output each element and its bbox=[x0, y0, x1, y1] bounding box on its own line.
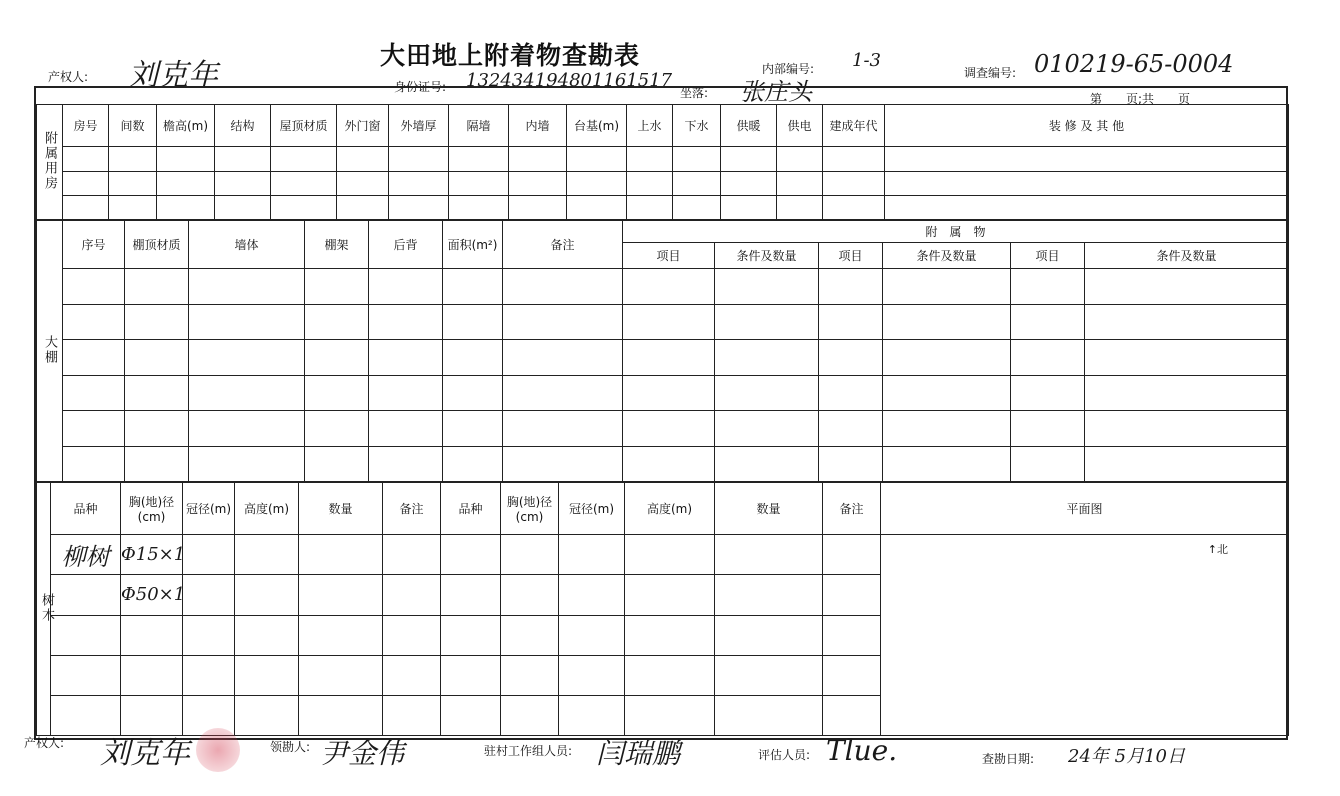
page-label: 第 页;共 页 bbox=[1090, 92, 1191, 106]
annex-header: 结构 bbox=[215, 105, 271, 147]
greenhouse-header: 面积(m²) bbox=[443, 221, 503, 269]
plan-header: 平面图 bbox=[881, 483, 1289, 535]
annex-header: 上水 bbox=[627, 105, 673, 147]
footer-owner-signature: 刘克年 bbox=[100, 736, 190, 771]
trees-header: 胸(地)径(cm) bbox=[121, 483, 183, 535]
trees-section-label: 树木 bbox=[37, 483, 51, 736]
annex-header: 外墙厚 bbox=[389, 105, 449, 147]
greenhouse-header: 棚架 bbox=[305, 221, 369, 269]
attach-header: 项目 bbox=[623, 243, 715, 269]
attach-header: 条件及数量 bbox=[1085, 243, 1289, 269]
survey-date: 24年 5月10日 bbox=[1068, 746, 1185, 767]
attach-header: 项目 bbox=[819, 243, 883, 269]
owner-signature: 刘克年 bbox=[128, 58, 218, 93]
location-value: 张庄头 bbox=[740, 78, 812, 106]
survey-no-value: 010219-65-0004 bbox=[1034, 50, 1234, 78]
annex-table bbox=[36, 104, 1289, 220]
north-indicator: ↑北 bbox=[1207, 543, 1228, 557]
trees-header: 冠径(m) bbox=[559, 483, 625, 535]
assessor-signature: Tlue. bbox=[826, 734, 898, 767]
annex-header: 房号 bbox=[63, 105, 109, 147]
greenhouse-header: 备注 bbox=[503, 221, 623, 269]
annex-header: 台基(m) bbox=[567, 105, 627, 147]
annex-header: 供电 bbox=[777, 105, 823, 147]
greenhouse-header: 棚顶材质 bbox=[125, 221, 189, 269]
annex-header: 建成年代 bbox=[823, 105, 885, 147]
trees-header: 备注 bbox=[823, 483, 881, 535]
id-value: 132434194801161517 bbox=[466, 70, 673, 91]
greenhouse-header: 后背 bbox=[369, 221, 443, 269]
annex-header: 内墙 bbox=[509, 105, 567, 147]
plan-area bbox=[881, 535, 1289, 736]
lead-label: 领勘人: bbox=[270, 740, 311, 754]
annex-header: 隔墙 bbox=[449, 105, 509, 147]
annex-header: 间数 bbox=[109, 105, 157, 147]
annex-header: 供暖 bbox=[721, 105, 777, 147]
greenhouse-header: 序号 bbox=[63, 221, 125, 269]
trees-header: 冠径(m) bbox=[183, 483, 235, 535]
internal-no-value: 1-3 bbox=[852, 50, 881, 71]
trees-header: 数量 bbox=[715, 483, 823, 535]
attachments-title: 附 属 物 bbox=[623, 221, 1289, 243]
survey-no-label: 调查编号: bbox=[964, 66, 1017, 80]
village-staff-signature: 闫瑞鹏 bbox=[596, 737, 681, 770]
annex-header: 檐高(m) bbox=[157, 105, 215, 147]
trees-header: 品种 bbox=[441, 483, 501, 535]
internal-no-label: 内部编号: bbox=[762, 62, 815, 76]
annex-section-label: 附属用房 bbox=[37, 105, 63, 220]
owner-label: 产权人: bbox=[48, 70, 89, 84]
trees-header: 高度(m) bbox=[235, 483, 299, 535]
location-label: 坐落: bbox=[680, 86, 709, 100]
tree-diameter-cell: Φ15×1 bbox=[121, 535, 183, 575]
trees-header: 数量 bbox=[299, 483, 383, 535]
attach-header: 条件及数量 bbox=[883, 243, 1011, 269]
assessor-label: 评估人员: bbox=[758, 748, 811, 762]
date-label: 查勘日期: bbox=[982, 752, 1035, 766]
trees-header: 备注 bbox=[383, 483, 441, 535]
village-staff-label: 驻村工作组人员: bbox=[484, 744, 573, 758]
trees-table bbox=[36, 482, 1289, 736]
tree-diameter-cell: Φ50×1 bbox=[121, 575, 183, 615]
annex-header: 装 修 及 其 他 bbox=[885, 105, 1289, 147]
greenhouse-header: 墙体 bbox=[189, 221, 305, 269]
attach-header: 项目 bbox=[1011, 243, 1085, 269]
annex-header: 屋顶材质 bbox=[271, 105, 337, 147]
attach-header: 条件及数量 bbox=[715, 243, 819, 269]
id-label: 身份证号: bbox=[394, 80, 447, 94]
red-seal-stamp bbox=[196, 728, 240, 772]
greenhouse-section-label: 大棚 bbox=[37, 221, 63, 482]
trees-header: 胸(地)径(cm) bbox=[501, 483, 559, 535]
lead-signature: 尹金伟 bbox=[320, 737, 405, 770]
footer-owner-label: 产权人: bbox=[24, 736, 65, 750]
annex-header: 外门窗 bbox=[337, 105, 389, 147]
trees-header: 高度(m) bbox=[625, 483, 715, 535]
annex-header: 下水 bbox=[673, 105, 721, 147]
form-title: 大田地上附着物查勘表 bbox=[380, 41, 641, 70]
greenhouse-table bbox=[36, 220, 1289, 482]
tree-variety-cell: 柳树 bbox=[51, 535, 121, 575]
trees-header: 品种 bbox=[51, 483, 121, 535]
